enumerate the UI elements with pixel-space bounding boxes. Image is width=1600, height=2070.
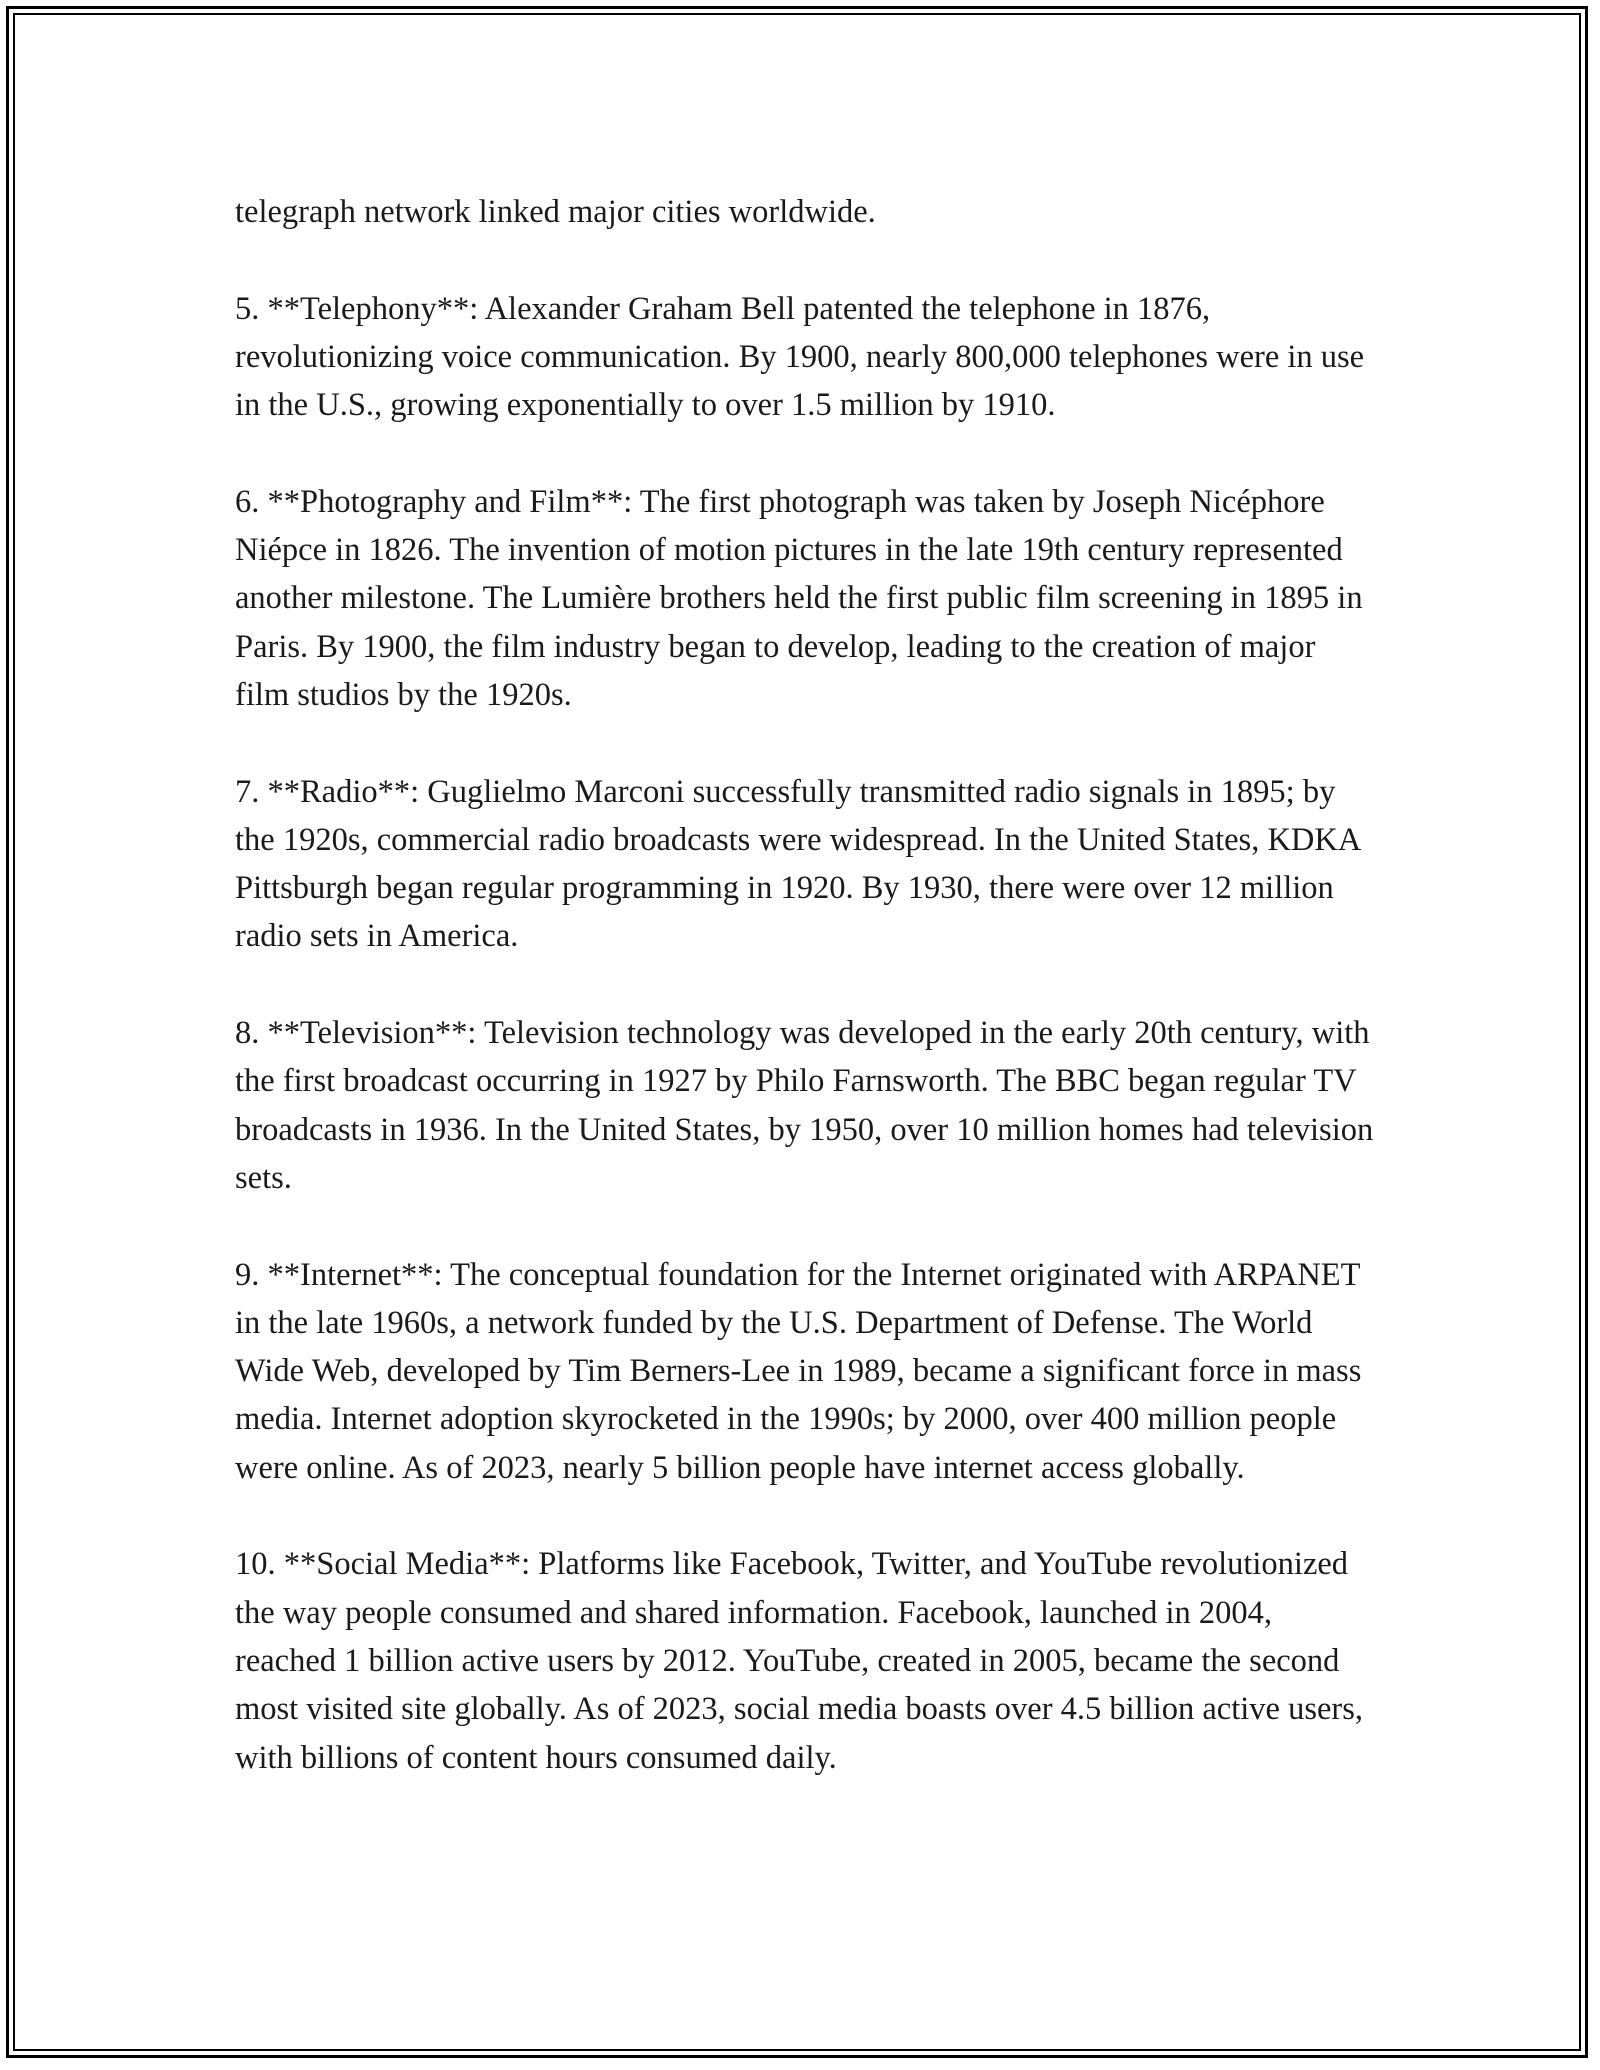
- paragraph-radio: 7. **Radio**: Guglielmo Marconi successfully transmitted radio signals in 1895; by the 1920s, commercial radio broadcasts were widespread. In the United States, KDKA Pittsburgh began regular programming in 1920. By 1930, there were over 12 million radio sets in America.: [235, 773, 1360, 955]
- document-body: [235, 188, 1375, 1782]
- paragraph-social-media: 10. **Social Media**: Platforms like Facebook, Twitter, and YouTube revolutionized the way people consumed and shared information. Facebook, launched in 2004, reached 1 billion active users by 2012. YouTube, created in 2005, became the second most visited site globally. As of 2023, social media boasts over 4.5 billion active users, with billions of content hours consumed daily.: [235, 1546, 1364, 1776]
- paragraph-photography-and-film: 6. **Photography and Film**: The first photograph was taken by Joseph Nicéphore Niépce in 1826. The invention of motion pictures in the late 19th century represented another milestone. The Lumière brothers held the first public film screening in 1895 in Paris. By 1900, the film industry began to develop, leading to the creation of major film studios by the 1920s.: [235, 483, 1363, 713]
- paragraph-telephony: 5. **Telephony**: Alexander Graham Bell patented the telephone in 1876, revolutionizing voice communication. By 1900, nearly 800,000 telephones were in use in the U.S., growing exponentially to over 1.5 million by 1910.: [235, 290, 1365, 424]
- paragraph-television: 8. **Television**: Television technology was developed in the early 20th century, with the first broadcast occurring in 1927 by Philo Farnsworth. The BBC began regular TV broadcasts in 1936. In the United States, by 1950, over 10 million homes had television sets.: [235, 1015, 1374, 1196]
- paragraph-telegraph-continuation: telegraph network linked major cities worldwide.: [235, 194, 876, 230]
- paragraph-internet: 9. **Internet**: The conceptual foundation for the Internet originated with ARPANET in the late 1960s, a network funded by the U.S. Department of Defense. The World Wide Web, developed by Tim Berners-Lee in 1989, became a significant force in mass media. Internet adoption skyrocketed in the 1990s; by 2000, over 400 million people were online. As of 2023, nearly 5 billion people have internet access globally.: [235, 1256, 1362, 1486]
